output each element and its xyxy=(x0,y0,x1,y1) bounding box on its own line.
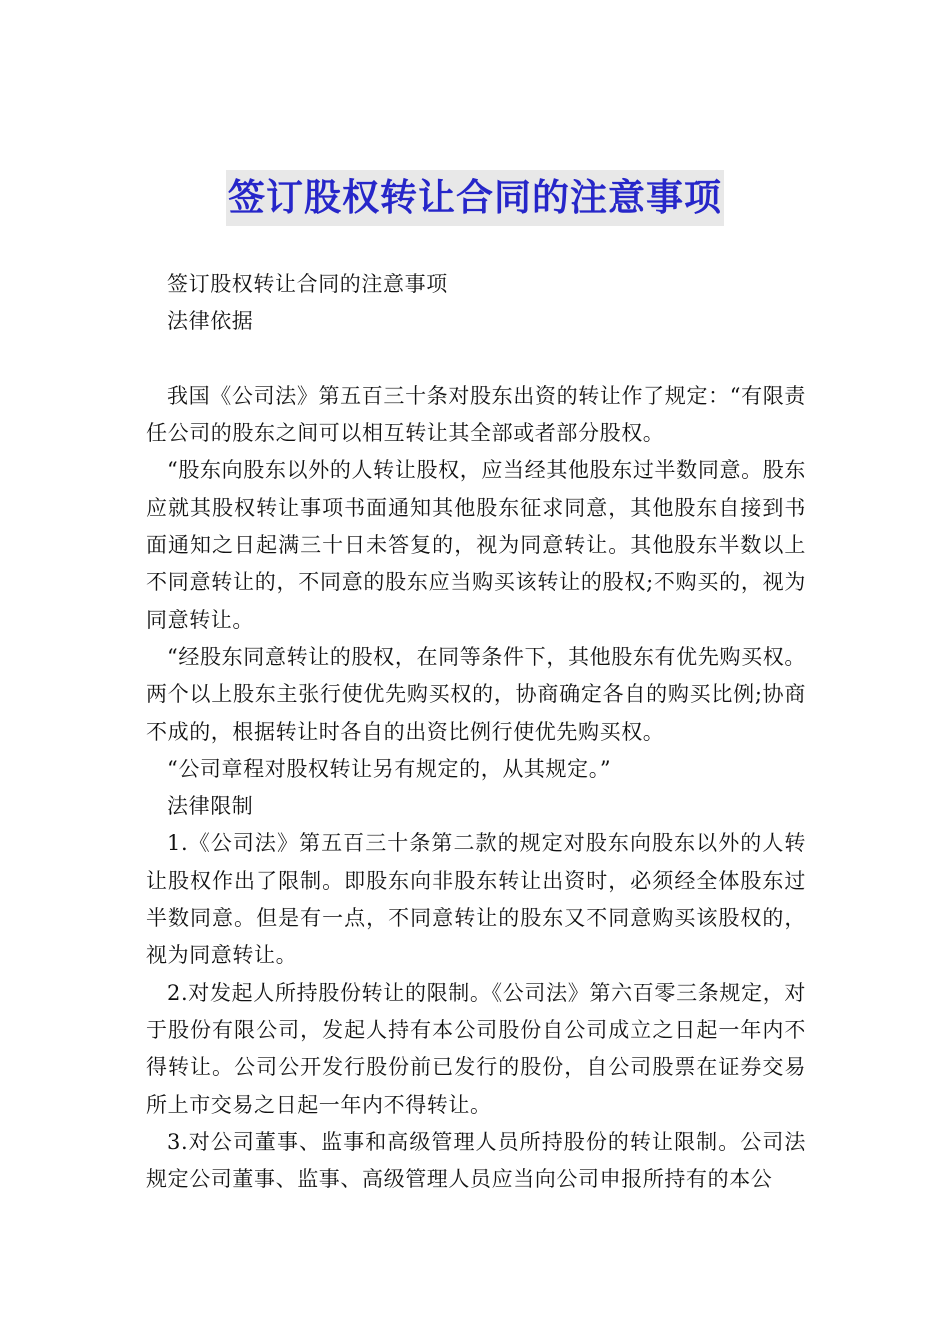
document-body xyxy=(146,266,806,1198)
paragraph: 签订股权转让合同的注意事项 xyxy=(167,272,448,296)
paragraph: 2.对发起人所持股份转让的限制。《公司法》第六百零三条规定，对于股份有限公司，发起人持有本公司股份自公司成立之日起一年内不得转让。公司公开发行股份前已发行的股份，自公司股票在证券交易所上市交易之日起一年内不得转让。 xyxy=(146,980,806,1117)
paragraph: “公司章程对股权转让另有规定的，从其规定。” xyxy=(167,756,612,781)
page-title-text: 签订股权转让合同的注意事项 xyxy=(226,170,724,226)
paragraph: 我国《公司法》第五百三十条对股东出资的转让作了规定：“有限责任公司的股东之间可以相互转让其全部或者部分股权。 xyxy=(146,383,806,446)
paragraph: 法律依据 xyxy=(167,309,254,334)
paragraph: 3.对公司董事、监事和高级管理人员所持股份的转让限制。公司法规定公司董事、监事、高级管理人员应当向公司申报所持有的本公 xyxy=(146,1129,806,1192)
blank-line xyxy=(146,341,806,378)
paragraph: “股东向股东以外的人转让股权，应当经其他股东过半数同意。股东应就其股权转让事项书面通知其他股东征求同意，其他股东自接到书面通知之日起满三十日未答复的，视为同意转让。其他股东半数以上不同意转让的，不同意的股东应当购买该转让的股权;不购买的，视为同意转让。 xyxy=(146,458,806,632)
paragraph: 法律限制 xyxy=(167,794,254,819)
paragraph: 1.《公司法》第五百三十条第二款的规定对股东向股东以外的人转让股权作出了限制。即股东向非股东转让出资时，必须经全体股东过半数同意。但是有一点，不同意转让的股东又不同意购买该股权的，视为同意转让。 xyxy=(146,831,806,968)
paragraph: “经股东同意转让的股权，在同等条件下，其他股东有优先购买权。两个以上股东主张行使优先购买权的，协商确定各自的购买比例;协商不成的，根据转让时各自的出资比例行使优先购买权。 xyxy=(146,644,806,744)
page-title xyxy=(0,170,950,226)
